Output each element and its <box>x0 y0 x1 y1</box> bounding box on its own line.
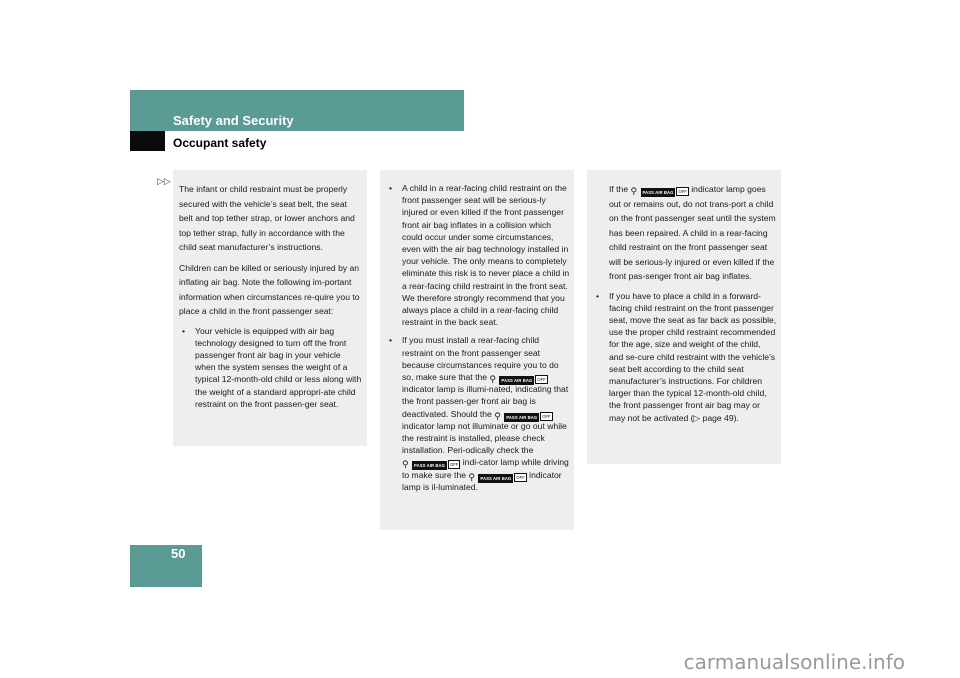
text-panel-3 <box>587 170 781 464</box>
subsection-title: Occupant safety <box>173 136 267 150</box>
bullet-icon: • <box>389 335 393 346</box>
bullet-text: Your vehicle is equipped with air bag technology designed to turn off the front passenger front air bag in your vehicle when the system senses the weight of a typical 12-month-old child or less along with the weight of a standard appropri-ate child restraint on the front passen-ger seat. <box>195 325 362 409</box>
pass-air-bag-off-indicator-icon: ⚲ PASS AIR BAG OFF <box>468 471 525 482</box>
bullet-text: indicator lamp is illumi-nated, indicating that the front passen-ger front air bag is deactivated. Should the <box>402 384 569 419</box>
bullet-icon: • <box>182 325 186 336</box>
pass-air-bag-off-indicator-icon: ⚲ PASS AIR BAG OFF <box>489 374 546 385</box>
bullet-text: indicator lamp not illuminate or go out while the restraint is installed, please check installation. Peri-odically check the <box>402 420 567 456</box>
bullet-text: A child in a rear-facing child restraint on the front passenger seat will be serious-ly injured or even killed if the front passenger front air bag inflates in a collision which could occur under some circumstances, even with the air bag technology installed in your vehicle. The only means to completely eliminate this risk is to never place a child in a rear-facing child restraint in the front seat. We therefore strongly recommend that you always place a child in a rear-facing child restraint in the back seat. <box>402 183 570 328</box>
bullet-text: indicator lamp is il-luminated. <box>402 469 562 492</box>
paragraph: Children can be killed or seriously injured by an inflating air bag. Note the following im-portant information when circumstances re-quire you to place a child in the front passenger seat: <box>179 262 360 316</box>
bullet-item <box>386 182 570 328</box>
page-number-box <box>130 545 202 587</box>
pass-air-bag-off-indicator-icon: ⚲ PASS AIR BAG OFF <box>494 410 551 421</box>
bullet-item <box>386 334 570 493</box>
bullet-icon: • <box>596 290 600 301</box>
watermark: carmanualsonline.info <box>683 650 905 674</box>
bullet-text: If you have to place a child in a forward-facing child restraint on the front passenger seat, move the seat as far back as possible, use the proper child restraint recommended for the age, size and weight of the child, and se-cure child restraint with the vehicle’s seat belt according to the child seat manufacturer’s instructions. For children larger than the typical 12-month-old child, the front passenger front air bag may or may not be activated (▷ page 49). <box>609 290 777 423</box>
paragraph <box>593 182 777 284</box>
paragraph: The infant or child restraint must be properly secured with the vehicle’s seat belt, the seat belt and top tether strap, or lower anchors and top tether strap, fully in accordance with the child seat manufacturer’s instructions. <box>179 184 355 252</box>
pass-air-bag-off-indicator-icon: ⚲ PASS AIR BAG OFF <box>630 186 687 196</box>
bullet-item <box>593 290 777 424</box>
page-number: 50 <box>171 546 186 561</box>
bullet-icon: • <box>389 183 393 193</box>
text-panel-1 <box>173 170 367 446</box>
paragraph-text: indicator lamp goes out or remains out, do not trans-port a child on the front passenger seat until the system has been repaired. A child in a rear-facing child restraint on the front passenger seat will be serious-ly injured or even killed if the front pas-senger front air bag inflates. <box>609 184 776 281</box>
pass-air-bag-off-indicator-icon: ⚲ PASS AIR BAG OFF <box>402 459 459 470</box>
section-title: Safety and Security <box>173 113 294 128</box>
bullet-item <box>179 325 363 410</box>
paragraph-text: If the <box>609 184 629 194</box>
bullet-text: If you must install a rear-facing child restraint on the front passenger seat because circumstances require you to do so, make sure that the <box>402 335 559 383</box>
header-accent-block <box>130 131 165 151</box>
text-panel-2 <box>380 170 574 530</box>
bullet-text: indi-cator lamp while driving to make sure the <box>402 457 569 480</box>
continued-arrow-icon: ▷▷ <box>157 176 171 186</box>
